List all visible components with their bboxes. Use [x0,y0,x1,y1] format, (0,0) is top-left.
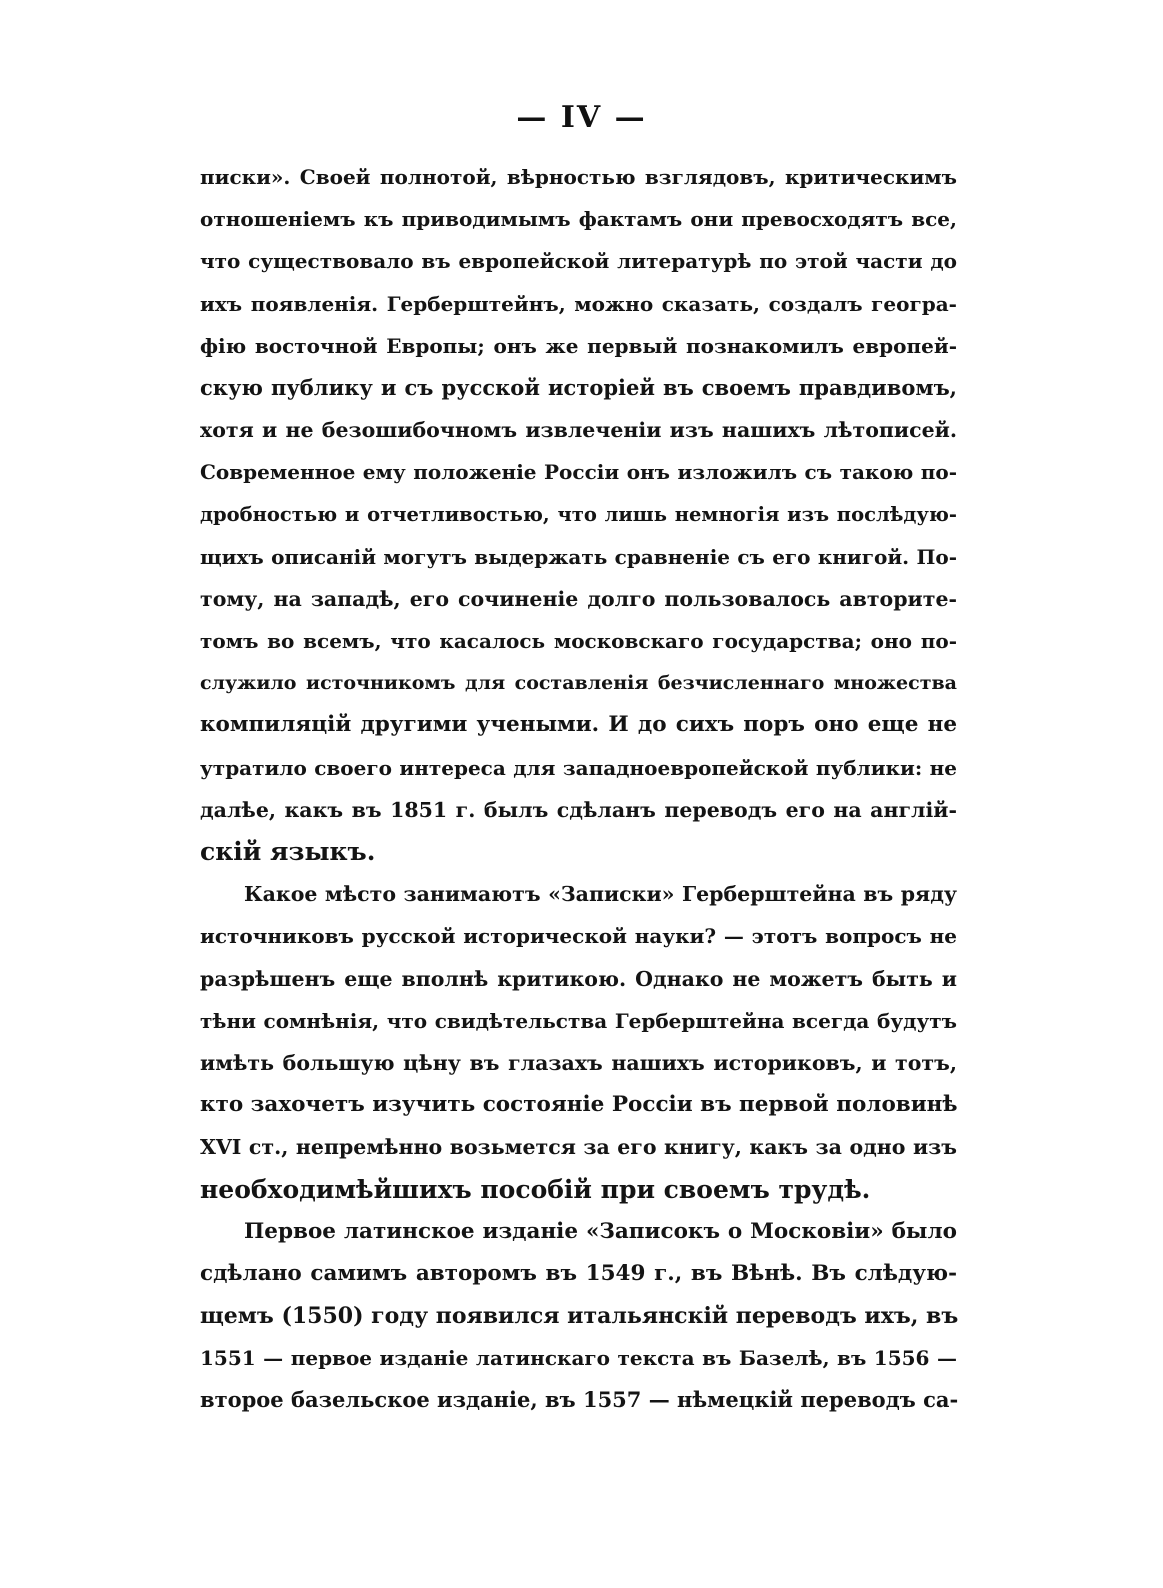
text-line: необходимѣйшихъ пособій при своемъ трудѣ. [200,1174,871,1204]
text-line: томъ во всемъ, что касалось московскаго государства; оно по- [200,629,957,654]
text-line: XVI ст., непремѣнно возьмется за его книгу, какъ за одно изъ [200,1135,957,1160]
text-line: что существовало въ европейской литературѣ по этой части до [200,249,957,274]
text-line: скій языкъ. [200,837,376,866]
text-line: компиляцій другими учеными. И до сихъ поръ оно еще не [200,712,957,738]
text-line: щихъ описаній могутъ выдержать сравненіе съ его книгой. По- [200,544,957,569]
text-line: источниковъ русской исторической науки? — этотъ вопросъ не [200,924,957,949]
text-line: разрѣшенъ еще вполнѣ критикою. Однако не можетъ быть и [200,966,957,991]
page-number: — IV — [516,100,647,135]
text-line: скую публику и съ русской исторіей въ своемъ правдивомъ, [200,374,957,400]
text-line: Современное ему положеніе Россіи онъ изложилъ съ такою по- [200,460,957,485]
text-line: фію восточной Европы; онъ же первый познакомилъ европей- [200,333,957,358]
text-line: писки». Своей полнотой, вѣрностью взглядовъ, критическимъ [200,165,957,189]
text-line: 1551 — первое изданіе латинскаго текста въ Базелѣ, въ 1556 — [200,1346,957,1371]
text-line: отношеніемъ къ приводимымъ фактамъ они превосходятъ все, [200,207,957,232]
text-line: Какое мѣсто занимаютъ «Записки» Герберштейна въ ряду [244,882,957,907]
paragraph-1 [200,156,957,873]
text-line: кто захочетъ изучить состояніе Россіи въ первой половинѣ [200,1092,958,1118]
text-line: дробностью и отчетливостью, что лишь немногія изъ послѣдую- [200,502,957,526]
text-line: имѣть большую цѣну въ глазахъ нашихъ историковъ, и тотъ, [200,1050,957,1075]
text-line: Первое латинское изданіе «Записокъ о Московіи» было [244,1218,957,1244]
text-line: служило источникомъ для составленія безчисленнаго множества [200,672,957,695]
paragraph-2 [200,873,957,1211]
text-line: тѣни сомнѣнія, что свидѣтельства Герберштейна всегда будутъ [200,1008,957,1033]
text-line: утратило своего интереса для западноевропейской публики: не [200,755,957,780]
text-line: тому, на западѣ, его сочиненіе долго пользовалось авторите- [200,586,957,611]
paragraph-3 [200,1211,957,1422]
text-line: хотя и не безошибочномъ извлеченіи изъ нашихъ лѣтописей. [200,418,957,443]
text-line: щемъ (1550) году появился итальянскій переводъ ихъ, въ [200,1303,959,1330]
text-line: далѣе, какъ въ 1851 г. былъ сдѣланъ переводъ его на англій- [200,797,957,822]
text-line: ихъ появленія. Герберштейнъ, можно сказать, создалъ геогра- [200,291,957,316]
text-line: второе базельское изданіе, въ 1557 — нѣмецкій переводъ са- [200,1387,959,1413]
body-text [200,156,957,1422]
text-line: сдѣлано самимъ авторомъ въ 1549 г., въ Вѣнѣ. Въ слѣдую- [200,1260,957,1286]
